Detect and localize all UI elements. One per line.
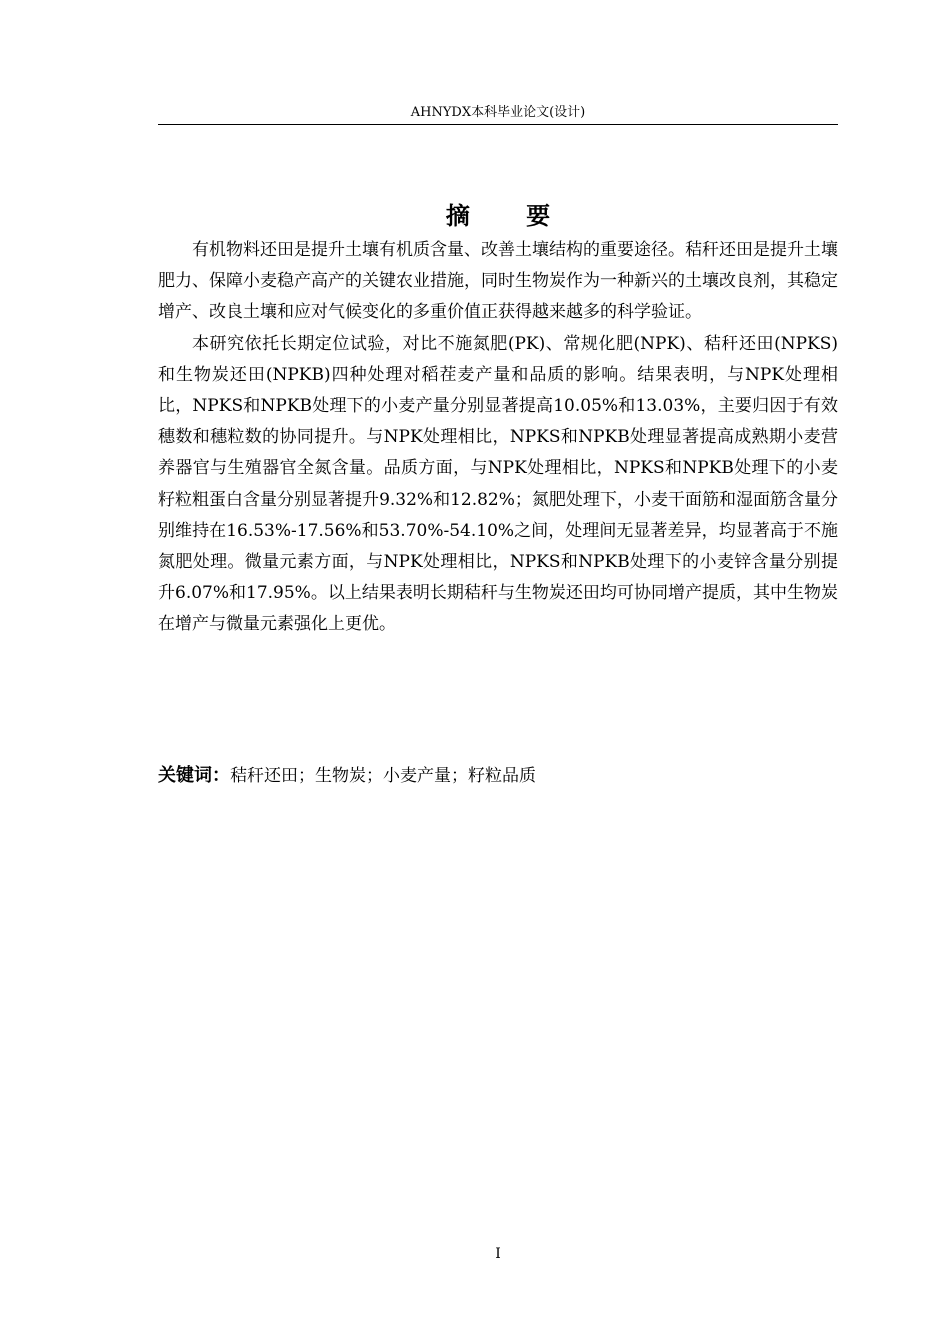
abstract-paragraph-2: 本研究依托长期定位试验，对比不施氮肥(PK)、常规化肥(NPK)、秸秆还田(NPKS)和生物炭还田(NPKB)四种处理对稻茬麦产量和品质的影响。结果表明，与NPK处理相比，NPKS和NPKB处理下的小麦产量分别显著提高10.05%和13.03%，主要归因于有效穗数和穗粒数的协同提升。与NPK处理相比，NPKS和NPKB处理显著提高成熟期小麦营养器官与生殖器官全氮含量。品质方面，与NPK处理相比，NPKS和NPKB处理下的小麦籽粒粗蛋白含量分别显著提升9.32%和12.82%；氮肥处理下，小麦干面筋和湿面筋含量分别维持在16.53%-17.56%和53.70%-54.10%之间，处理间无显著差异，均显著高于不施氮肥处理。微量元素方面，与NPK处理相比，NPKS和NPKB处理下的小麦锌含量分别提升6.07%和17.95%。以上结果表明长期秸秆与生物炭还田均可协同增产提质，其中生物炭在增产与微量元素强化上更优。 <box>158 333 838 635</box>
keywords-value: 秸秆还田；生物炭；小麦产量；籽粒品质 <box>230 766 536 786</box>
keywords-line <box>158 760 838 792</box>
keywords-label: 关键词： <box>158 765 230 786</box>
running-header: AHNYDX本科毕业论文(设计) <box>410 105 586 120</box>
abstract-paragraph-1: 有机物料还田是提升土壤有机质含量、改善土壤结构的重要途径。秸秆还田是提升土壤肥力、保障小麦稳产高产的关键农业措施，同时生物炭作为一种新兴的土壤改良剂，其稳定增产、改良土壤和应对气候变化的多重价值正获得越来越多的科学验证。 <box>158 240 838 323</box>
header-divider <box>158 124 838 125</box>
abstract-title: 摘 要 <box>445 201 575 231</box>
page-number: I <box>495 1246 501 1262</box>
abstract-body <box>158 235 838 641</box>
